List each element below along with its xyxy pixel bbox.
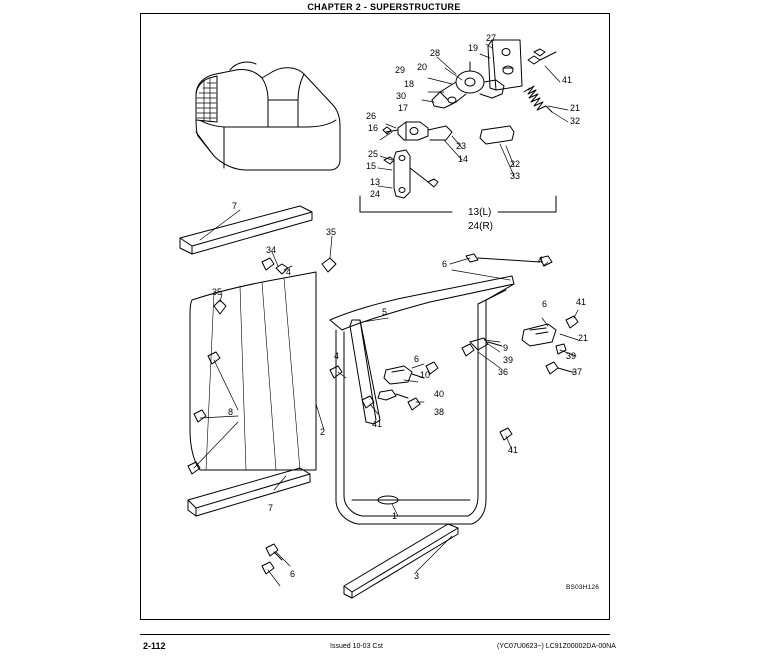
figure-frame xyxy=(140,13,610,620)
chapter-header: CHAPTER 2 - SUPERSTRUCTURE xyxy=(307,2,461,12)
callout-4b: 4 xyxy=(334,351,340,361)
callout-4a: 4 xyxy=(538,255,544,265)
callout-9: 7 xyxy=(232,201,238,211)
callout-22: 21 xyxy=(570,103,581,113)
callout-37b: 38 xyxy=(434,407,445,417)
callout-34: 33 xyxy=(510,171,521,181)
callout-38: 39 xyxy=(503,355,514,365)
callout-21: 20 xyxy=(417,62,428,72)
callout-36: 36 xyxy=(498,367,509,377)
callout-32: 28 xyxy=(430,48,441,58)
callout-37a: 37 xyxy=(572,367,583,377)
callout-24: 21 xyxy=(578,333,589,343)
callout-23: 22 xyxy=(510,159,521,169)
callout-16: 15 xyxy=(366,161,377,171)
callout-3: 3 xyxy=(414,571,420,581)
callout-13: 10 xyxy=(420,370,431,380)
callout-1: 1 xyxy=(392,511,398,521)
callout-15: 14 xyxy=(458,154,469,164)
callout-29: 30 xyxy=(396,91,407,101)
callout-40: 41 xyxy=(562,75,573,85)
callout-19: 18 xyxy=(404,79,415,89)
group-label-right: 24(R) xyxy=(468,221,494,232)
callout-17: 16 xyxy=(368,123,379,133)
group-label-left: 13(L) xyxy=(468,207,492,218)
callout-35c: 35 xyxy=(212,287,223,297)
callout-18: 17 xyxy=(398,103,409,113)
callout-6b: 6 xyxy=(442,259,448,269)
callout-12: 9 xyxy=(503,343,509,353)
callout-25: 24 xyxy=(370,189,381,199)
callout-35a: 34 xyxy=(266,245,277,255)
issued-note: Issued 10-03 Cst xyxy=(330,643,383,650)
page-number: 2-112 xyxy=(143,641,166,651)
callout-27: 25 xyxy=(368,149,379,159)
callout-7a: 6 xyxy=(414,354,420,364)
callout-8: 6 xyxy=(290,569,296,579)
callout-31: 27 xyxy=(486,33,497,43)
callout-33: 32 xyxy=(570,116,581,126)
callout-5: 4 xyxy=(286,267,292,277)
callout-41b: 41 xyxy=(372,419,383,429)
callout-39b: 40 xyxy=(434,389,445,399)
document-code: (YC07U0623~) LC91Z00002DA-00NA xyxy=(497,643,616,650)
callout-7b: 6 xyxy=(542,299,548,309)
callout-39a: 39 xyxy=(566,351,577,361)
callout-20: 19 xyxy=(468,43,479,53)
footer-rule xyxy=(140,634,610,635)
callout-6a: 5 xyxy=(382,307,388,317)
callout-10: 7 xyxy=(268,503,274,513)
callout-2: 2 xyxy=(320,427,326,437)
callout-41c: 41 xyxy=(508,445,519,455)
callout-35b: 35 xyxy=(326,227,337,237)
callout-30: 29 xyxy=(395,65,406,75)
callout-41a: 41 xyxy=(576,297,587,307)
callout-11: 8 xyxy=(228,407,234,417)
drawing-code: BS03H126 xyxy=(566,584,600,591)
callout-28: 26 xyxy=(366,111,377,121)
callout-14: 13 xyxy=(370,177,381,187)
callout-26: 23 xyxy=(456,141,467,151)
